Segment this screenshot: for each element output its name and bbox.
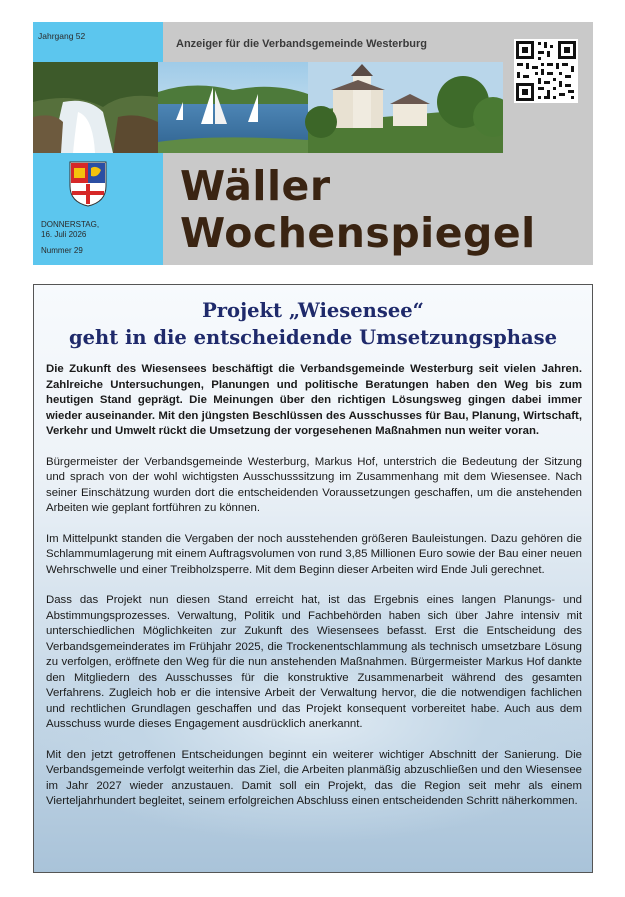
article-paragraph: Dass das Projekt nun diesen Stand erreicht hat, ist das Ergebnis eines langen Planungs- und Abstimmungsprozesses. Verwaltung, Politik und Fachbehörden haben sich über Jahre intensiv mit unterschiedlichen Möglichkeiten zur Zukunft des Wiesensees befasst. Erst die Entscheidung des Verbandsgemeinderates im Frühjahr 2025, die Trockenentschlammung als technisch umsetzbare Lösung zu verfolgen, eröffnete den Weg für die nun anstehenden Maßnahmen. Bürgermeister Markus Hof dankte den Mitgliedern des Ausschusses für die konstruktive Zusammenarbeit während des gesamten Verfahrens. Zugleich hob er die intensive Arbeit der Verwaltung hervor, die die notwendigen fachlichen und rechtlichen Grundlagen geschaffen und das Projekt konsequent vorbereitet habe. Auch aus dem Ausschuss wurde dieses Engagement ausdrücklich anerkannt. <box>46 594 582 730</box>
masthead <box>33 22 593 265</box>
volume-label: Jahrgang 52 <box>38 31 86 41</box>
coat-of-arms-icon <box>68 160 108 208</box>
article-paragraph: Mit den jetzt getroffenen Entscheidungen beginnt ein weiterer wichtiger Abschnitt der Sanierung. Die Verbandsgemeinde verfolgt weiterhin das Ziel, die Arbeiten planmäßig abzuschließen und den Wiesensee im Jahr 2027 wieder anzustauen. Damit soll ein Projekt, das die Region seit mehr als einem Vierteljahrhundert begleitet, seinem erfolgreichen Abschluss einen entscheidenden Schritt näherkommen. <box>46 748 582 807</box>
article-body <box>46 362 582 825</box>
article-lead: Die Zukunft des Wiesensees beschäftigt die Verbandsgemeinde Westerburg seit vielen Jahren. Zahlreiche Untersuchungen, Planungen und politische Beratungen haben den Weg bis zum heutigen Stand geprägt. Die Meinungen über den richtigen Lösungsweg gingen dabei immer wieder auseinander. Mit den jüngsten Beschlüssen des Ausschusses für Bau, Planung, Wirtschaft, Verkehr und Umwelt rückt die Umsetzung der vorgesehenen Maßnahmen nun weiter voran. <box>46 363 582 437</box>
article-paragraph: Im Mittelpunkt standen die Vergaben der noch ausstehenden größeren Bauleistungen. Dazu gehören die Schlammumlagerung mit einem Auftragsvolumen von rund 3,85 Millionen Euro sowie der Bau einer neuen Wehrschwelle und einer Treibholzsperre. Mit dem Beginn dieser Arbeiten wird Ende Juli gerechnet. <box>46 532 582 576</box>
blue-date-block <box>33 153 163 265</box>
date-value: 16. Juli 2026 <box>41 230 87 239</box>
publisher-line: Anzeiger für die Verbandsgemeinde Westerburg <box>176 38 428 50</box>
qr-code[interactable] <box>514 39 578 103</box>
date-weekday: DONNERSTAG, <box>41 220 100 229</box>
newspaper-title-line2: Wochenspiegel <box>180 209 536 257</box>
article-box <box>33 284 593 873</box>
blue-header-block <box>33 22 163 62</box>
article-paragraph: Bürgermeister der Verbandsgemeinde Westerburg, Markus Hof, unterstrich die Bedeutung der Sitzung und sprach von der wohl wichtigsten Ausschusssitzung im Zusammenhang mit dem Wiesensee. Nach seiner Einschätzung wurden dort die entscheidenden Voraussetzungen geschaffen, um die anstehenden Arbeiten wie geplant fortführen zu können. <box>46 455 582 514</box>
newspaper-title-line1: Wäller <box>180 162 331 210</box>
header-photo-collage <box>33 62 503 153</box>
issue-number: Nummer 29 <box>41 246 83 255</box>
article-headline-line2: geht in die entscheidende Umsetzungsphase <box>68 326 557 349</box>
article-headline-line1: Projekt „Wiesensee“ <box>202 299 424 322</box>
